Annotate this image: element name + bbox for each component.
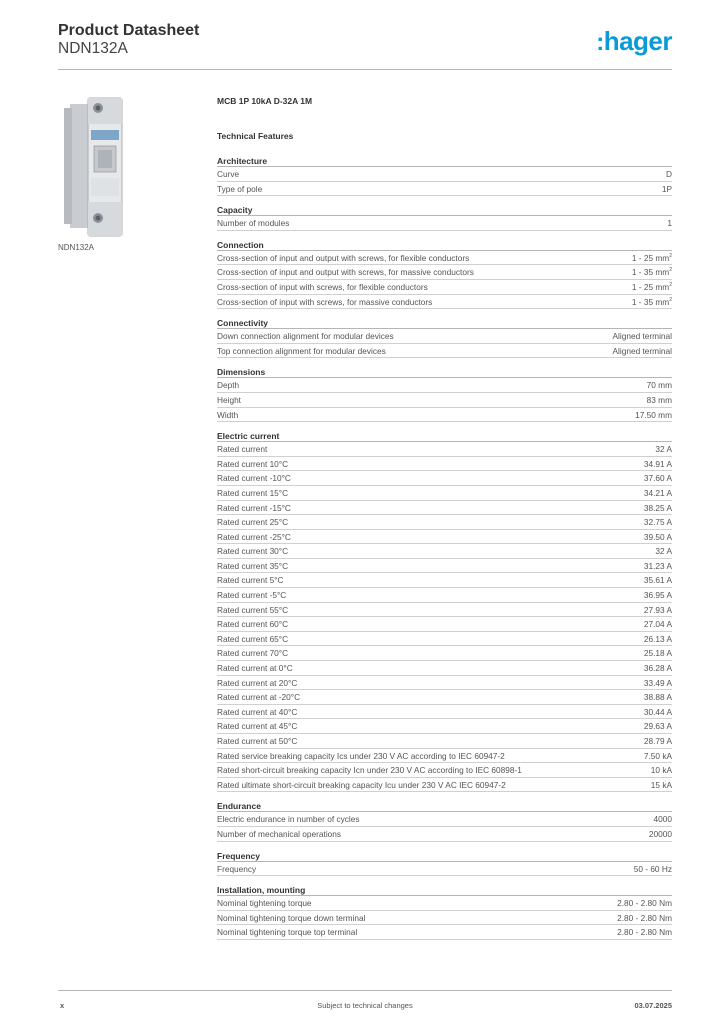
spec-value: 34.21 A <box>643 487 672 498</box>
section-title: Architecture <box>217 155 672 167</box>
spec-value: D <box>666 169 672 179</box>
spec-row <box>217 457 672 472</box>
spec-row <box>217 167 672 182</box>
spec-value-wrap <box>613 329 673 343</box>
spec-row <box>217 778 672 793</box>
spec-label: Type of pole <box>217 183 263 194</box>
spec-value-wrap <box>635 408 672 422</box>
spec-value: 31.23 A <box>643 560 672 571</box>
spec-value-wrap <box>644 749 672 763</box>
spec-value-wrap <box>644 705 672 719</box>
spec-value-wrap <box>666 167 672 181</box>
spec-label: Number of mechanical operations <box>217 828 342 839</box>
spec-label: Number of modules <box>217 218 290 229</box>
spec-value: 2.80 - 2.80 Nm <box>617 898 672 909</box>
spec-label: Curve <box>217 169 240 179</box>
spec-value: 26.13 A <box>643 633 672 644</box>
spec-label: Rated current 5°C <box>217 575 284 586</box>
spec-row <box>217 925 672 940</box>
product-details <box>217 96 672 948</box>
spec-row <box>217 632 672 647</box>
spec-value: 25.18 A <box>643 648 672 659</box>
spec-value: 28.79 A <box>643 736 672 746</box>
spec-row <box>217 911 672 926</box>
spec-label: Rated current 55°C <box>217 604 289 615</box>
spec-value-wrap <box>662 182 672 196</box>
spec-value-wrap <box>644 690 672 704</box>
spec-value-wrap <box>644 617 672 631</box>
spec-value-wrap <box>644 646 672 660</box>
spec-row <box>217 690 672 705</box>
spec-value-wrap <box>617 896 672 910</box>
spec-value-wrap <box>651 778 672 792</box>
spec-row <box>217 344 672 359</box>
spec-row <box>217 442 672 457</box>
unit-superscript: 2 <box>669 282 672 289</box>
spec-label: Rated current 35°C <box>217 560 289 571</box>
footer-date: 03.07.2025 <box>634 1001 672 1010</box>
feature-section <box>217 366 672 422</box>
spec-row <box>217 559 672 574</box>
spec-value: 15 kA <box>650 779 672 790</box>
hager-logo: :hager <box>596 26 672 56</box>
spec-value: Aligned terminal <box>612 331 672 342</box>
spec-label: Cross-section of input with screws, for flexible conductors <box>217 281 428 292</box>
spec-label: Rated current 15°C <box>217 487 289 498</box>
spec-label: Rated current -15°C <box>217 502 291 513</box>
spec-value: 29.63 A <box>643 721 672 732</box>
feature-section <box>217 884 672 940</box>
spec-label: Nominal tightening torque <box>217 898 312 909</box>
spec-label: Cross-section of input and output with screws, for massive conductors <box>217 267 474 278</box>
product-image <box>58 90 198 240</box>
section-title: Connectivity <box>217 317 672 329</box>
spec-value: 1 - 35 mm <box>631 267 670 278</box>
spec-value-wrap <box>644 734 672 748</box>
spec-row <box>217 646 672 661</box>
feature-section <box>217 800 672 841</box>
spec-label: Top connection alignment for modular devices <box>217 345 386 356</box>
feature-sections <box>217 155 672 940</box>
spec-value: 34.91 A <box>643 458 672 469</box>
spec-label: Electric endurance in number of cycles <box>217 814 360 825</box>
spec-value: 1 - 25 mm <box>631 281 670 292</box>
section-title: Connection <box>217 239 672 251</box>
spec-row <box>217 501 672 516</box>
section-title: Installation, mounting <box>217 884 672 896</box>
spec-value-wrap <box>644 632 672 646</box>
spec-value: 1P <box>661 183 672 194</box>
page-footer <box>58 990 672 1016</box>
spec-label: Rated current at 40°C <box>217 706 298 717</box>
spec-value: 27.93 A <box>643 604 672 615</box>
spec-value-wrap <box>644 471 672 485</box>
circuit-breaker-illustration <box>58 90 198 240</box>
spec-label: Rated ultimate short-circuit breaking capacity Icu under 230 V AC IEC 60947-2 <box>217 779 506 790</box>
spec-value: 38.25 A <box>643 502 672 513</box>
spec-value-wrap <box>644 530 672 544</box>
unit-superscript: 2 <box>669 253 672 260</box>
spec-value: 35.61 A <box>643 575 672 586</box>
spec-value: 39.50 A <box>643 531 672 542</box>
spec-value-wrap <box>647 393 672 407</box>
logo-text: hager <box>603 26 672 56</box>
spec-value: 20000 <box>648 828 672 839</box>
spec-value-wrap <box>649 827 672 841</box>
section-title: Frequency <box>217 850 672 862</box>
spec-value: 4000 <box>653 814 672 825</box>
page-title: Product Datasheet <box>58 22 200 39</box>
spec-value: 36.28 A <box>643 663 672 674</box>
spec-label: Rated current at 20°C <box>217 677 298 688</box>
spec-value: 2.80 - 2.80 Nm <box>617 927 672 938</box>
spec-value-wrap <box>654 812 672 826</box>
spec-row <box>217 896 672 911</box>
spec-value: 36.95 A <box>643 590 672 601</box>
spec-row <box>217 734 672 749</box>
spec-value: 1 - 35 mm <box>631 296 670 307</box>
spec-row <box>217 749 672 764</box>
spec-value-wrap <box>634 862 672 876</box>
spec-value-wrap <box>632 251 672 265</box>
spec-value-wrap <box>644 515 672 529</box>
spec-row <box>217 408 672 423</box>
spec-label: Rated service breaking capacity Ics under 230 V AC according to IEC 60947-2 <box>217 750 505 761</box>
spec-label: Rated current at 0°C <box>217 663 293 674</box>
spec-label: Rated short-circuit breaking capacity Icn under 230 V AC according to IEC 60898-1 <box>217 765 522 776</box>
spec-value: Aligned terminal <box>612 345 672 356</box>
spec-value: 33.49 A <box>643 677 672 688</box>
spec-label: Rated current 25°C <box>217 517 289 528</box>
spec-value-wrap <box>617 925 672 939</box>
spec-value-wrap <box>632 295 672 309</box>
spec-value: 70 mm <box>646 380 672 391</box>
spec-label: Rated current at 50°C <box>217 736 298 746</box>
spec-value: 32 A <box>655 444 672 455</box>
spec-row <box>217 182 672 197</box>
spec-label: Nominal tightening torque down terminal <box>217 912 366 923</box>
spec-value: 27.04 A <box>643 619 672 630</box>
spec-label: Rated current <box>217 444 268 455</box>
spec-value: 32.75 A <box>643 517 672 528</box>
spec-row <box>217 763 672 778</box>
spec-row <box>217 251 672 266</box>
spec-value-wrap <box>651 763 672 777</box>
spec-value-wrap <box>655 442 672 456</box>
spec-label: Height <box>217 394 241 405</box>
spec-label: Cross-section of input and output with screws, for flexible conductors <box>217 252 470 263</box>
unit-superscript: 2 <box>669 267 672 274</box>
spec-row <box>217 471 672 486</box>
feature-section <box>217 430 672 792</box>
spec-row <box>217 617 672 632</box>
product-image-caption: NDN132A <box>58 243 95 252</box>
spec-row <box>217 329 672 344</box>
spec-value-wrap <box>617 911 672 925</box>
spec-row <box>217 603 672 618</box>
spec-value-wrap <box>647 378 672 392</box>
spec-value-wrap <box>644 486 672 500</box>
spec-label: Rated current at -20°C <box>217 692 301 703</box>
unit-superscript: 2 <box>669 296 672 303</box>
spec-row <box>217 588 672 603</box>
spec-value-wrap <box>644 661 672 675</box>
spec-value-wrap <box>632 265 672 279</box>
spec-label: Rated current 70°C <box>217 648 289 659</box>
spec-row <box>217 661 672 676</box>
product-name: MCB 1P 10kA D-32A 1M <box>217 96 313 106</box>
spec-row <box>217 812 672 827</box>
section-title: Capacity <box>217 204 672 216</box>
section-title: Electric current <box>217 430 672 442</box>
spec-label: Down connection alignment for modular devices <box>217 331 394 342</box>
section-title: Endurance <box>217 800 672 812</box>
spec-row <box>217 216 672 231</box>
page-number: x <box>60 1001 65 1010</box>
spec-label: Rated current 60°C <box>217 619 289 630</box>
spec-value: 17.50 mm <box>635 409 672 420</box>
footer-note: Subject to technical changes <box>317 1001 413 1010</box>
spec-row <box>217 676 672 691</box>
spec-value: 1 <box>667 218 672 229</box>
spec-row <box>217 515 672 530</box>
spec-label: Rated current -10°C <box>217 473 291 484</box>
feature-section <box>217 317 672 358</box>
spec-label: Rated current -25°C <box>217 531 291 542</box>
spec-label: Rated current 10°C <box>217 458 289 469</box>
spec-row <box>217 486 672 501</box>
feature-section <box>217 239 672 309</box>
spec-value-wrap <box>644 603 672 617</box>
spec-row <box>217 705 672 720</box>
spec-row <box>217 719 672 734</box>
spec-row <box>217 862 672 877</box>
spec-value: 10 kA <box>650 765 672 776</box>
spec-value-wrap <box>613 344 673 358</box>
spec-label: Rated current at 45°C <box>217 721 298 732</box>
spec-value-wrap <box>632 280 672 294</box>
spec-label: Nominal tightening torque top terminal <box>217 927 358 938</box>
spec-label: Rated current 65°C <box>217 633 289 644</box>
spec-value-wrap <box>644 501 672 515</box>
spec-row <box>217 280 672 295</box>
spec-row <box>217 827 672 842</box>
technical-features-title: Technical Features <box>217 131 294 141</box>
spec-value: 32 A <box>655 546 672 557</box>
spec-value: 37.60 A <box>643 473 672 484</box>
spec-row <box>217 530 672 545</box>
spec-label: Width <box>217 409 239 420</box>
spec-value-wrap <box>644 573 672 587</box>
spec-value: 7.50 kA <box>643 750 672 761</box>
spec-row <box>217 544 672 559</box>
spec-value-wrap <box>644 457 672 471</box>
spec-value: 30.44 A <box>643 706 672 717</box>
feature-section <box>217 204 672 231</box>
spec-row <box>217 265 672 280</box>
spec-label: Cross-section of input with screws, for massive conductors <box>217 296 433 307</box>
spec-value-wrap <box>644 676 672 690</box>
spec-value: 1 - 25 mm <box>631 252 670 263</box>
spec-value-wrap <box>655 544 672 558</box>
spec-value: 50 - 60 Hz <box>633 863 672 874</box>
spec-row <box>217 393 672 408</box>
spec-value-wrap <box>667 216 672 230</box>
page-header <box>58 22 672 70</box>
spec-value-wrap <box>644 559 672 573</box>
spec-row <box>217 573 672 588</box>
spec-label: Rated current -5°C <box>217 590 287 601</box>
spec-row <box>217 295 672 310</box>
spec-value: 2.80 - 2.80 Nm <box>617 912 672 923</box>
spec-value: 38.88 A <box>643 692 672 703</box>
spec-value: 83 mm <box>646 394 672 405</box>
spec-label: Frequency <box>217 863 257 874</box>
feature-section <box>217 850 672 877</box>
page-subtitle: NDN132A <box>58 40 128 57</box>
section-title: Dimensions <box>217 366 672 378</box>
spec-row <box>217 378 672 393</box>
spec-label: Depth <box>217 380 240 391</box>
spec-value-wrap <box>644 588 672 602</box>
feature-section <box>217 155 672 196</box>
spec-label: Rated current 30°C <box>217 546 289 557</box>
spec-value-wrap <box>644 719 672 733</box>
